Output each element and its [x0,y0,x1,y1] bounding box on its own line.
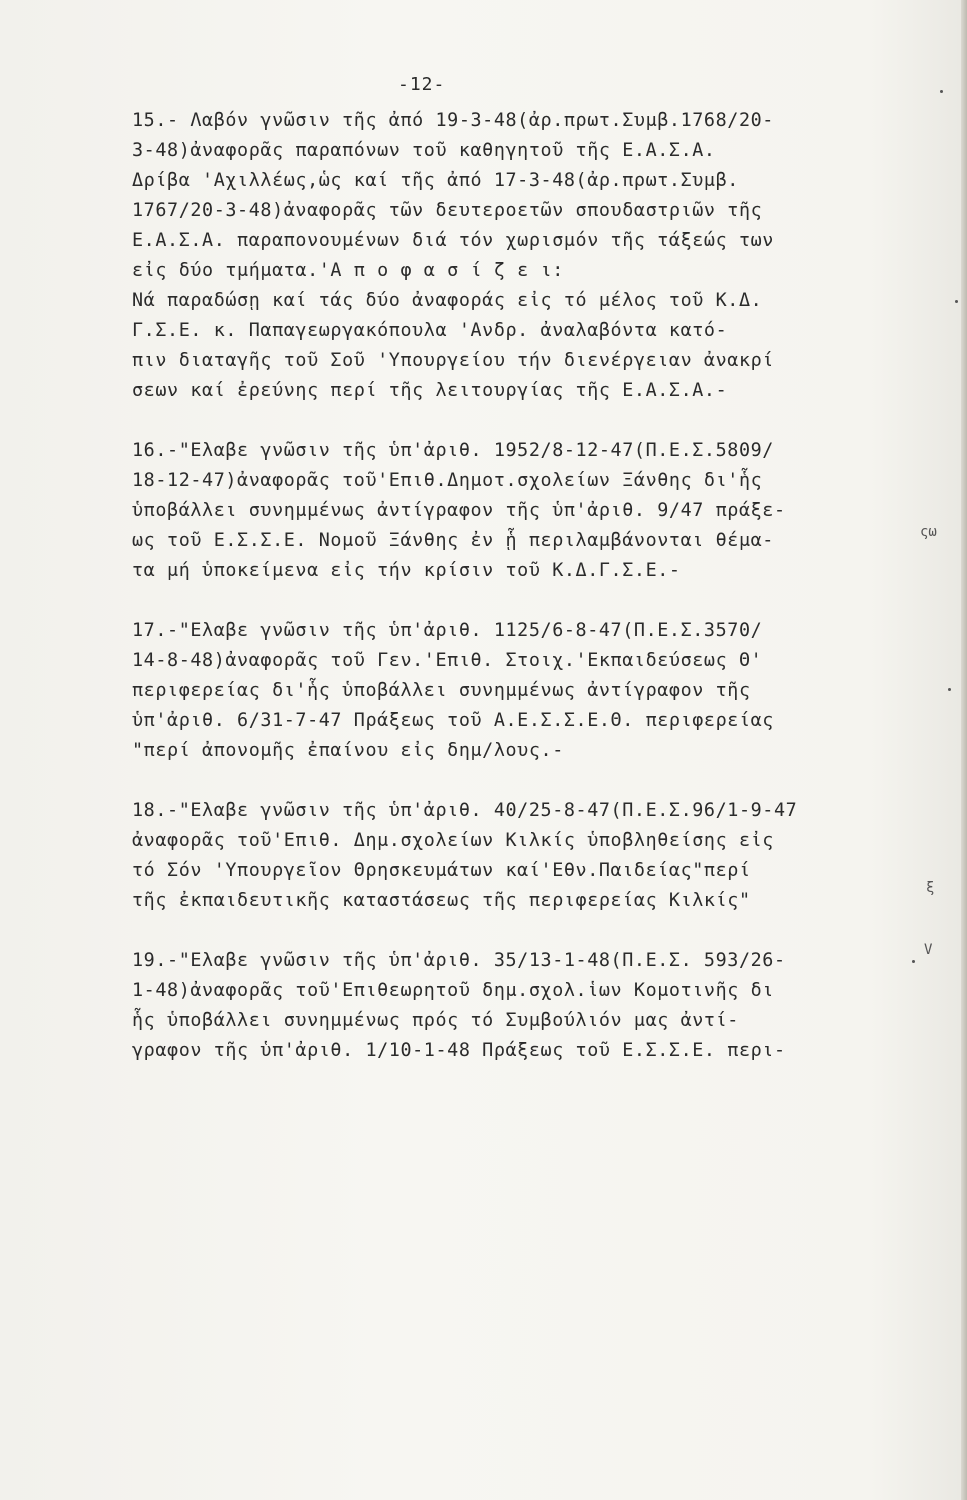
text-line: 16.-"Ελαβε γνῶσιν τῆς ὑπ'ἀριθ. 1952/8-12-47(Π.Ε.Σ.5809/ [132,440,774,461]
text-line: ως τοῦ Ε.Σ.Σ.Ε. Νομοῦ Ξάνθης ἐν ᾗ περιλαμβάνονται θέμα- [132,530,774,551]
paragraph-gap [132,406,892,436]
paper-speck [912,960,915,963]
paragraph-gap [132,916,892,946]
paper-speck [940,90,943,93]
page-number: -12- [398,74,446,95]
text-line: εἰς δύο τμήματα.'Α π ο φ α σ ί ζ ε ι: [132,260,564,281]
text-line: τῆς ἐκπαιδευτικῆς καταστάσεως τῆς περιφερείας Κιλκίς" [132,890,751,911]
text-line: Δρίβα 'Αχιλλέως,ὡς καί τῆς ἀπό 17-3-48(ἀρ.πρωτ.Συμβ. [132,170,739,191]
text-line: 18-12-47)ἀναφορᾶς τοῦ'Επιθ.Δημοτ.σχολείων Ξάνθης δι'ἧς [132,470,763,491]
paragraph-gap [132,766,892,796]
text-line: σεων καί ἐρεύνης περί τῆς λειτουργίας τῆς Ε.Α.Σ.Α.- [132,380,728,401]
text-line: ἧς ὑποβάλλει συνημμένως πρός τό Συμβούλιόν μας ἀντί- [132,1010,739,1031]
paragraph-gap [132,586,892,616]
paragraph-19 [132,946,892,1066]
text-line: 3-48)ἀναφορᾶς παραπόνων τοῦ καθηγητοῦ τῆς Ε.Α.Σ.Α. [132,140,716,161]
paragraph-16 [132,436,892,586]
text-line: 18.-"Ελαβε γνῶσιν τῆς ὑπ'ἀριθ. 40/25-8-47(Π.Ε.Σ.96/1-9-47 [132,800,798,821]
margin-note: ςω [920,524,937,540]
margin-note: V [924,942,933,958]
paragraph-18 [132,796,892,916]
text-line: "περί ἀπονομῆς ἐπαίνου εἰς δημ/λους.- [132,740,564,761]
text-line: Νά παραδώσῃ καί τάς δύο ἀναφοράς εἰς τό μέλος τοῦ Κ.Δ. [132,290,763,311]
text-line: Ε.Α.Σ.Α. παραπονουμένων διά τόν χωρισμόν τῆς τάξεώς των [132,230,774,251]
text-line: γραφον τῆς ὑπ'ἀριθ. 1/10-1-48 Πράξεως τοῦ Ε.Σ.Σ.Ε. περι- [132,1040,786,1061]
paragraph-17 [132,616,892,766]
paragraph-15 [132,106,892,406]
text-line: 19.-"Ελαβε γνῶσιν τῆς ὑπ'ἀριθ. 35/13-1-48(Π.Ε.Σ. 593/26- [132,950,786,971]
text-line: πιν διαταγῆς τοῦ Σοῦ 'Υπουργείου τήν διενέργειαν ἀνακρί [132,350,774,371]
text-line: ἀναφορᾶς τοῦ'Επιθ. Δημ.σχολείων Κιλκίς ὑποβληθείσης εἰς [132,830,774,851]
text-line: Γ.Σ.Ε. κ. Παπαγεωργακόπουλα 'Ανδρ. ἀναλαβόντα κατό- [132,320,728,341]
page-edge [961,0,967,1500]
text-line: 1-48)ἀναφορᾶς τοῦ'Επιθεωρητοῦ δημ.σχολ.ἱων Κομοτινῆς δι [132,980,774,1001]
text-line: τό Σόν 'Υπουργεῖον Θρησκευμάτων καί'Εθν.Παιδείας"περί [132,860,751,881]
margin-note: ξ [926,880,935,896]
text-line: ὑποβάλλει συνημμένως ἀντίγραφον τῆς ὑπ'ἀριθ. 9/47 πράξε- [132,500,786,521]
text-line: τα μή ὑποκείμενα εἰς τήν κρίσιν τοῦ Κ.Δ.Γ.Σ.Ε.- [132,560,681,581]
paper-speck [955,300,958,303]
text-line: 15.- Λαβόν γνῶσιν τῆς ἀπό 19-3-48(ἀρ.πρωτ.Συμβ.1768/20- [132,110,774,131]
text-line: περιφερείας δι'ἧς ὑποβάλλει συνημμένως ἀντίγραφον τῆς [132,680,751,701]
text-line: ὑπ'ἀριθ. 6/31-7-47 Πράξεως τοῦ Α.Ε.Σ.Σ.Ε.Θ. περιφερείας [132,710,774,731]
text-line: 17.-"Ελαβε γνῶσιν τῆς ὑπ'ἀριθ. 1125/6-8-47(Π.Ε.Σ.3570/ [132,620,763,641]
text-line: 14-8-48)ἀναφορᾶς τοῦ Γεν.'Επιθ. Στοιχ.'Εκπαιδεύσεως Θ' [132,650,763,671]
text-line: 1767/20-3-48)ἀναφορᾶς τῶν δευτεροετῶν σπουδαστριῶν τῆς [132,200,763,221]
document-body [132,106,892,1066]
paper-speck [948,688,951,691]
